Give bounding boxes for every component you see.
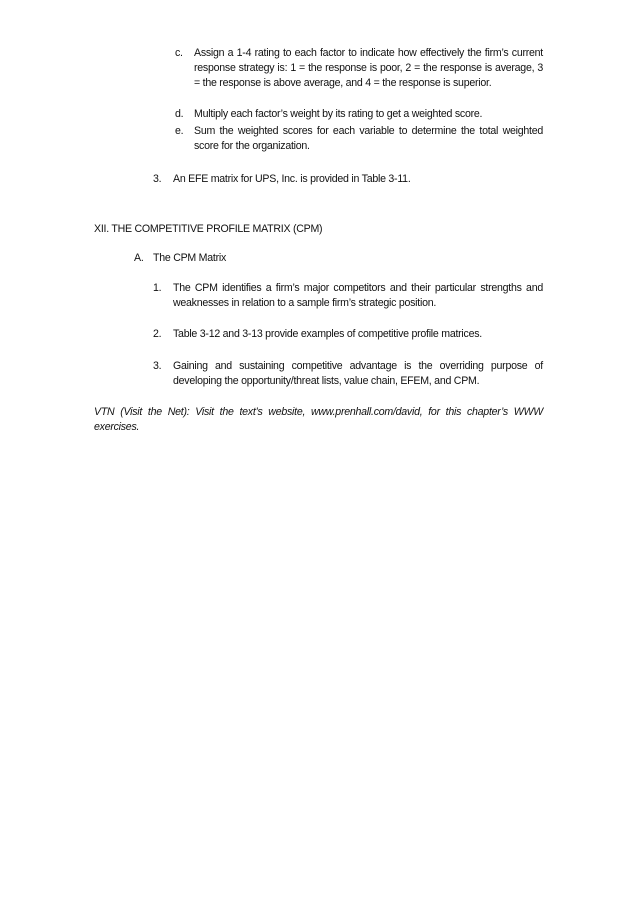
list-item-text: Sum the weighted scores for each variable to determine the total weighted score for the organization. xyxy=(194,125,543,152)
subsection-heading xyxy=(134,251,434,266)
list-item-cpm-1 xyxy=(153,281,543,311)
subsection-marker: A. xyxy=(134,252,144,264)
section-heading: XII. THE COMPETITIVE PROFILE MATRIX (CPM) xyxy=(94,223,323,235)
list-item-d xyxy=(175,107,543,122)
list-marker: 3. xyxy=(153,173,162,185)
subsection-title: The CPM Matrix xyxy=(153,252,227,264)
list-marker: 2. xyxy=(153,328,162,340)
list-item-text: Table 3-12 and 3-13 provide examples of competitive profile matrices. xyxy=(173,328,482,340)
list-marker: 1. xyxy=(153,282,162,294)
list-marker: 3. xyxy=(153,360,162,372)
list-item-text: The CPM identifies a firm’s major competitors and their particular strengths and weaknesses in relation to a sample firm’s strategic position. xyxy=(173,282,543,309)
list-item-text: Assign a 1-4 rating to each factor to indicate how effectively the firm’s current response strategy is: 1 = the response is poor, 2 = the response is average, 3 = the response is above average, and 4 = the response is superior. xyxy=(194,47,543,89)
list-item-3-efe xyxy=(153,172,543,187)
list-item-text: Multiply each factor’s weight by its rating to get a weighted score. xyxy=(194,108,483,120)
list-item-cpm-2 xyxy=(153,327,543,342)
list-item-text: An EFE matrix for UPS, Inc. is provided in Table 3-11. xyxy=(173,173,411,185)
list-item-c xyxy=(175,46,543,91)
list-marker: c. xyxy=(175,47,183,59)
list-marker: d. xyxy=(175,108,184,120)
vtn-note: VTN (Visit the Net): Visit the text’s website, www.prenhall.com/david, for this chapter’s WWW exercises. xyxy=(94,406,543,433)
list-marker: e. xyxy=(175,125,184,137)
list-item-e xyxy=(175,124,543,154)
list-item-text: Gaining and sustaining competitive advantage is the overriding purpose of developing the opportunity/threat lists, value chain, EFEM, and CPM. xyxy=(173,360,543,387)
list-item-cpm-3 xyxy=(153,359,543,389)
